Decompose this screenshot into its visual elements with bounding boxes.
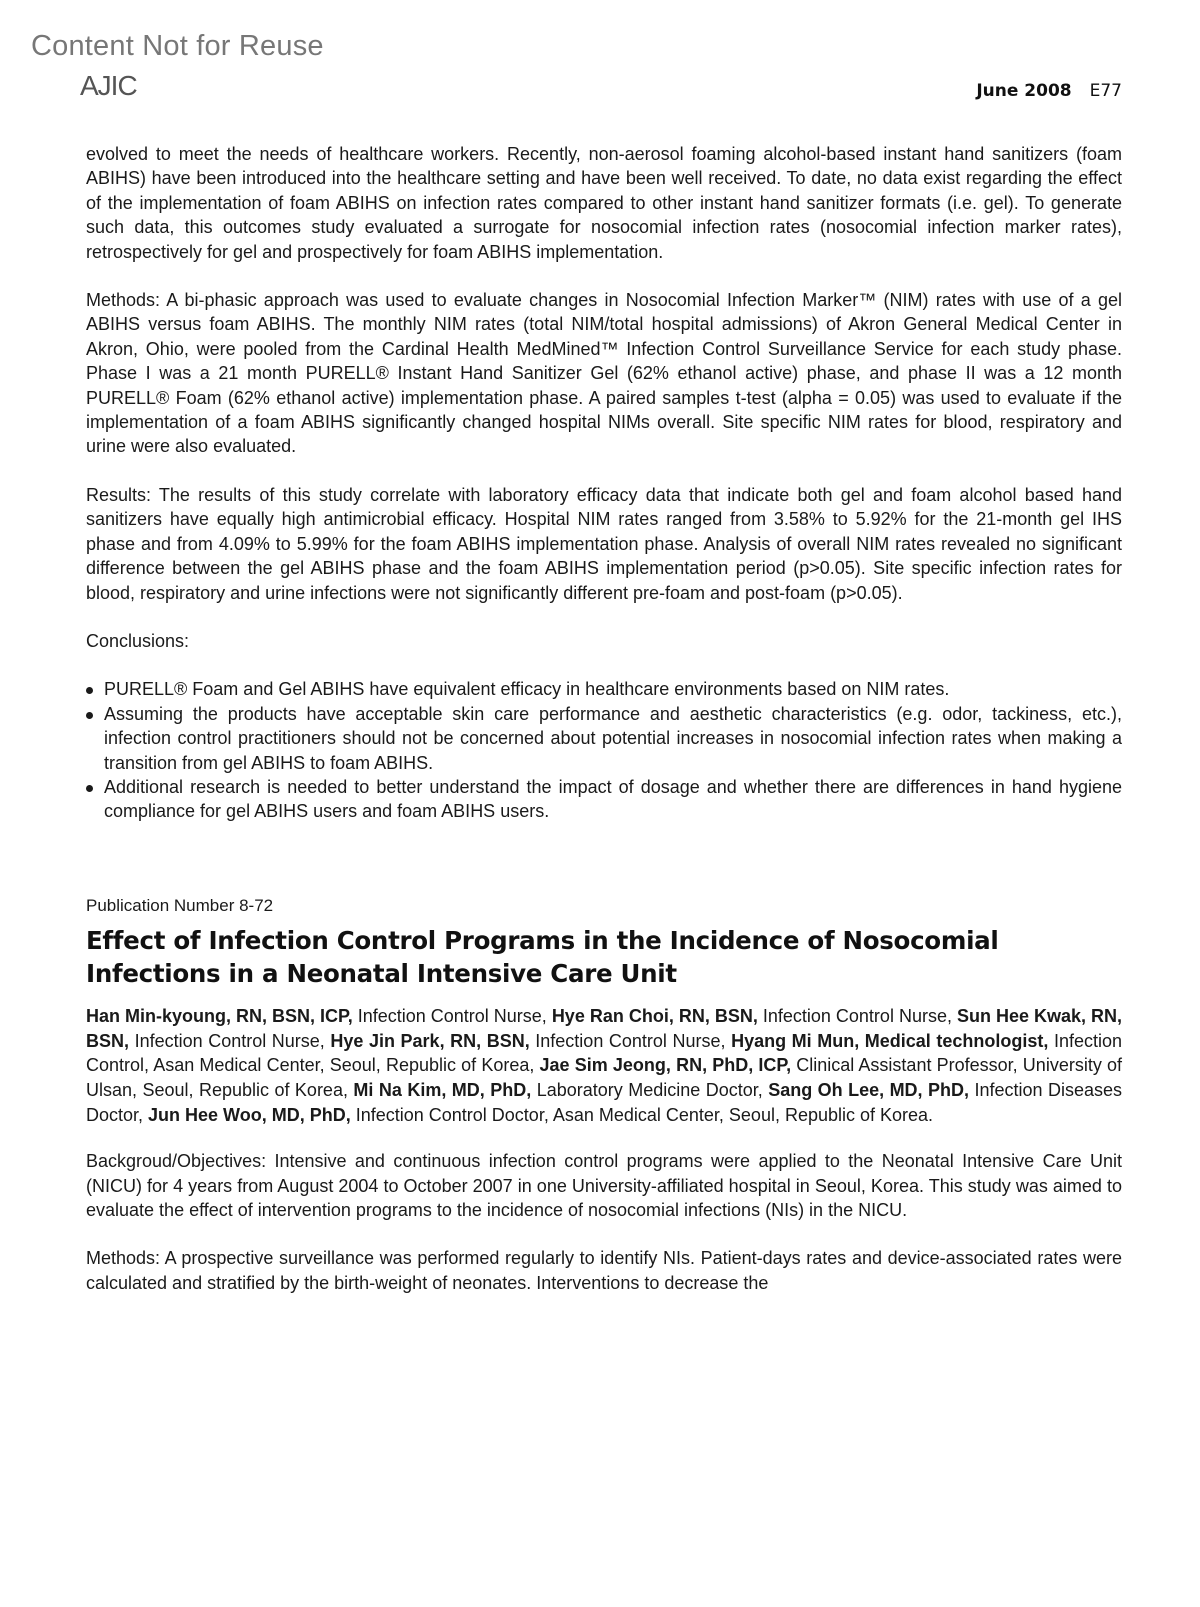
bullet-icon: [86, 785, 93, 792]
author-affiliation: Infection Control Nurse,: [529, 1030, 732, 1051]
author-affiliation: Infection Control Nurse,: [352, 1006, 552, 1027]
author-list: [86, 1004, 1122, 1127]
author-name: Hyang Mi Mun, Medical technologist,: [731, 1030, 1049, 1051]
conclusion-item: Assuming the products have acceptable skin care performance and aesthetic characteristics (e.g. odor, tackiness, etc.), infection control practitioners should not be concerned about potential increases in nosocomial infection rates when making a transition from gel ABIHS to foam ABIHS.: [86, 702, 1122, 775]
author-affiliation: Infection Control Nurse,: [757, 1006, 957, 1027]
results-paragraph: Results: The results of this study correlate with laboratory efficacy data that indicate both gel and foam alcohol based hand sanitizers have equally high antimicrobial efficacy. Hospital NIM rates ranged from 3.58% to 5.92% for the 21-month gel IHS phase and from 4.09% to 5.99% for the foam ABIHS implementation phase. Analysis of overall NIM rates revealed no significant difference between the gel ABIHS phase and the foam ABIHS implementation period (p>0.05). Site specific infection rates for blood, respiratory and urine infections were not significantly different pre-foam and post-foam (p>0.05).: [86, 484, 1122, 603]
author-affiliation: Laboratory Medicine Doctor,: [531, 1079, 769, 1100]
author-name: Han Min-kyoung, RN, BSN, ICP,: [86, 1006, 353, 1027]
methods-paragraph: Methods: A bi-phasic approach was used to evaluate changes in Nosocomial Infection Marker™ (NIM) rates with use of a gel ABIHS versus foam ABIHS. The monthly NIM rates (total NIM/total hospital admissions) of Akron General Medical Center in Akron, Ohio, were pooled from the Cardinal Health MedMined™ Infection Control Surveillance Service for each study phase. Phase I was a 21 month PURELL® Instant Hand Sanitizer Gel (62% ethanol active) phase, and phase II was a 12 month PURELL® Foam (62% ethanol active) implementation phase. A paired samples t-test (alpha = 0.05) was used to evaluate if the implementation of a foam ABIHS significantly changed hospital NIMs overall. Site specific NIM rates for blood, respiratory and urine were also evaluated.: [86, 290, 1122, 457]
publication-number: Publication Number 8-72: [86, 895, 274, 915]
author-affiliation: Infection Diseases Doctor,: [86, 1079, 1123, 1125]
author-affiliation: Infection Control Nurse,: [129, 1030, 331, 1051]
issue-date: June 2008: [976, 81, 1072, 101]
intro-paragraph: evolved to meet the needs of healthcare workers. Recently, non-aerosol foaming alcohol-based instant hand sanitizers (foam ABIHS) have been introduced into the healthcare setting and have been well received. To date, no data exist regarding the effect of the implementation of foam ABIHS on infection rates compared to other instant hand sanitizer formats (i.e. gel). To generate such data, this outcomes study evaluated a surrogate for nosocomial infection rates (nosocomial infection marker rates), retrospectively for gel and prospectively for foam ABIHS implementation.: [86, 144, 1122, 262]
article-title: Effect of Infection Control Programs in the Incidence of Nosocomial Infections in a Neonatal Intensive Care Unit: [86, 926, 999, 989]
conclusions-label: Conclusions:: [86, 630, 190, 651]
watermark: Content Not for Reuse: [31, 30, 324, 62]
author-name: Sun Hee Kwak, RN, BSN,: [86, 1006, 1123, 1051]
journal-logo: AJIC: [80, 70, 137, 101]
author-affiliation: Infection Control, Asan Medical Center, Seoul, Republic of Korea,: [86, 1030, 1122, 1076]
page-number: E77: [1089, 81, 1122, 101]
author-name: Hye Ran Choi, RN, BSN,: [551, 1006, 758, 1027]
author-affiliation: Clinical Assistant Professor, University of Ulsan, Seoul, Republic of Korea,: [86, 1055, 1122, 1100]
article-methods-paragraph: Methods: A prospective surveillance was performed regularly to identify NIs. Patient-days rates and device-associated rates were calculated and stratified by the birth-weight of neonates. Interventions to decrease the: [86, 1248, 1122, 1293]
conclusion-item: PURELL® Foam and Gel ABIHS have equivalent efficacy in healthcare environments based on NIM rates.: [86, 677, 1122, 701]
bullet-icon: [86, 712, 93, 719]
author-name: Jae Sim Jeong, RN, PhD, ICP,: [539, 1055, 792, 1076]
conclusions-list: [86, 677, 1122, 823]
author-name: Mi Na Kim, MD, PhD,: [353, 1079, 532, 1100]
bullet-icon: [86, 687, 93, 694]
author-name: Sang Oh Lee, MD, PhD,: [768, 1079, 970, 1100]
page-content: [86, 142, 1122, 1319]
background-paragraph: Backgroud/Objectives: Intensive and continuous infection control programs were applied to the Neonatal Intensive Care Unit (NICU) for 4 years from August 2004 to October 2007 in one University-affiliated hospital in Seoul, Korea. This study was aimed to evaluate the effect of intervention programs to the incidence of nosocomial infections (NIs) in the NICU.: [86, 1151, 1122, 1220]
conclusion-item: Additional research is needed to better understand the impact of dosage and whether there are differences in hand hygiene compliance for gel ABIHS users and foam ABIHS users.: [86, 775, 1122, 824]
running-header: [976, 81, 1122, 101]
author-name: Hye Jin Park, RN, BSN,: [330, 1030, 530, 1051]
author-affiliation: Infection Control Doctor, Asan Medical Center, Seoul, Republic of Korea.: [350, 1104, 934, 1125]
author-name: Jun Hee Woo, MD, PhD,: [148, 1104, 351, 1125]
